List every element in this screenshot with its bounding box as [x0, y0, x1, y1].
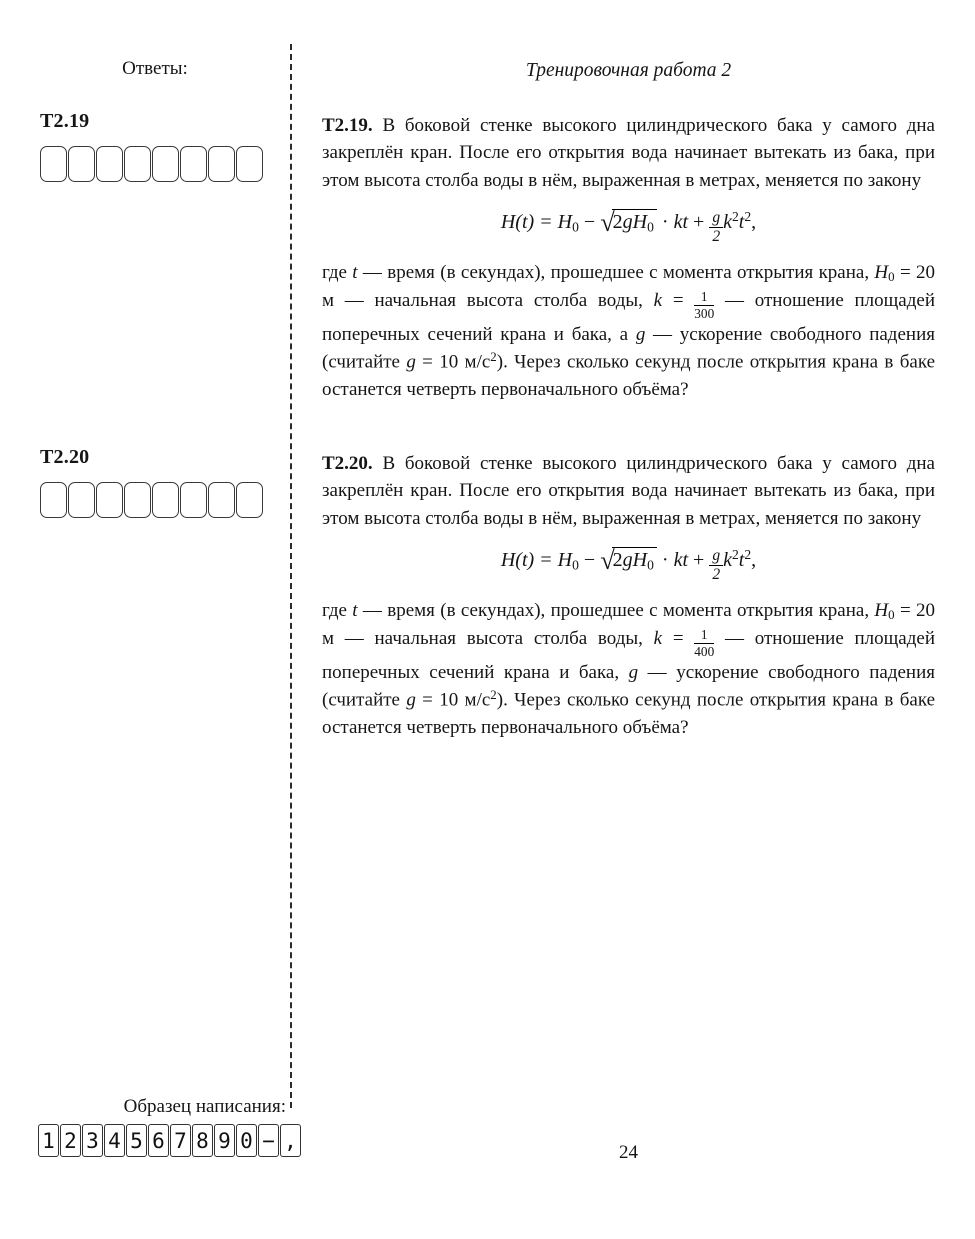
text-run: ). Через сколько секунд после открытия крана в баке останется четверть первоначального объёма?	[322, 351, 936, 401]
answer-box[interactable]	[96, 146, 123, 182]
answer-group-t220	[40, 446, 263, 518]
text-run: kt	[673, 549, 689, 572]
text-run: = 10 м/с	[415, 351, 491, 373]
text-run: H	[874, 599, 889, 621]
text-run: H	[874, 261, 889, 283]
answer-box[interactable]	[152, 146, 179, 182]
text-run: ·	[656, 549, 674, 572]
text-run: k	[723, 211, 732, 234]
inline-fraction: $\frac{g}{2}$	[709, 210, 723, 246]
text-run: где	[322, 261, 353, 283]
text-run: 2	[732, 547, 739, 563]
text-run: gH	[622, 211, 648, 234]
text-run: = 20 м — начальная высота столба воды,	[322, 599, 935, 649]
answer-box[interactable]	[208, 146, 235, 182]
text-run: где	[322, 599, 353, 621]
problem-t219-formula	[322, 209, 935, 246]
answer-box[interactable]	[180, 146, 207, 182]
answer-label-t220: Т2.20	[40, 446, 90, 468]
problem-t220	[322, 450, 935, 742]
page-title: Тренировочная работа 2	[525, 60, 732, 81]
text-run: k	[723, 549, 732, 572]
text-run: — время (в секундах), прошедшее с момента открытия крана,	[357, 261, 875, 283]
sample-char-box: 2	[60, 1124, 81, 1157]
text-run: 2	[732, 209, 739, 225]
answer-box[interactable]	[208, 482, 235, 518]
sample-char-box: 8	[192, 1124, 213, 1157]
answer-group-t219	[40, 110, 263, 182]
answer-boxes-row-t219	[40, 146, 263, 182]
text-run: ,	[751, 211, 757, 234]
inline-fraction: $\frac{g}{2}$	[709, 548, 723, 584]
text-run: k	[653, 627, 663, 649]
sample-char-box: 3	[82, 1124, 103, 1157]
text-run: — отношение площадей поперечных сечений крана и бака,	[322, 627, 935, 684]
text-run: g	[635, 324, 646, 346]
text-run: =	[662, 289, 695, 311]
text-run: 2	[612, 549, 623, 572]
answer-box[interactable]	[40, 482, 67, 518]
problem-t220-body	[322, 597, 935, 742]
text-run: 2	[744, 547, 752, 563]
sample-char-box: 4	[104, 1124, 125, 1157]
text-run: gH	[622, 549, 648, 572]
text-run: 0	[888, 606, 895, 622]
text-run: 2	[490, 349, 497, 365]
text-run: — ускорение свободного падения (считайте	[322, 662, 936, 711]
problem-t219	[322, 112, 935, 404]
text-run: =	[662, 627, 695, 649]
text-run: — время (в секундах), прошедшее с момента открытия крана,	[357, 599, 875, 621]
problem-t219-intro	[322, 112, 935, 194]
text-run: — отношение площадей поперечных сечений крана и бака, а	[322, 289, 935, 346]
sample-char-box: 6	[148, 1124, 169, 1157]
answer-box[interactable]	[180, 482, 207, 518]
sample-writing-label: Образец написания:	[123, 1096, 286, 1117]
sample-char-box: 7	[170, 1124, 191, 1157]
text-run: 0	[647, 219, 654, 235]
answer-label-t219: Т2.19	[40, 110, 90, 132]
text-run: kt	[673, 211, 689, 234]
text-run: — ускорение свободного падения (считайте	[322, 324, 935, 373]
text-run: t	[352, 599, 358, 621]
text-run: +	[688, 211, 710, 234]
sample-char-box: 1	[38, 1124, 59, 1157]
problem-t220-intro	[322, 450, 935, 532]
text-run: В боковой стенке высокого цилиндрического бака у самого дна закреплён кран. После его открытия вода начинает вытекать из бака, при этом высота столба воды в нём, выраженная в метрах, меняется по закону	[322, 115, 935, 191]
text-run: ·	[656, 211, 674, 234]
text-run: H(t) = H	[500, 211, 573, 234]
answer-box[interactable]	[236, 482, 263, 518]
radical	[600, 207, 657, 238]
sample-char-box: 0	[236, 1124, 257, 1157]
sample-char-box: 5	[126, 1124, 147, 1157]
answer-box[interactable]	[68, 146, 95, 182]
inline-fraction: $\frac{1}{400}$	[694, 627, 715, 660]
text-run: 2	[490, 687, 497, 703]
answer-box[interactable]	[96, 482, 123, 518]
text-run: ). Через сколько секунд после открытия крана в баке останется четверть первоначального объёма?	[322, 689, 936, 739]
text-run: 0	[572, 557, 579, 573]
text-run: 0	[647, 557, 654, 573]
radical	[600, 545, 657, 576]
sample-char-box: −	[258, 1124, 279, 1157]
text-run: t	[738, 211, 745, 234]
sample-writing-row	[38, 1124, 301, 1157]
text-run: g	[406, 351, 416, 373]
text-run: В боковой стенке высокого цилиндрического бака у самого дна закреплён кран. После его открытия вода начинает вытекать из бака, при этом высота столба воды в нём, выраженная в метрах, меняется по закону	[322, 453, 935, 529]
text-run: −	[578, 549, 601, 572]
text-run: −	[578, 211, 601, 234]
answers-label: Ответы:	[122, 58, 188, 79]
text-run: g	[406, 689, 416, 711]
answer-box[interactable]	[236, 146, 263, 182]
problem-t220-formula	[322, 547, 935, 584]
text-run: 2	[612, 211, 623, 234]
text-run: = 20 м — начальная высота столба воды,	[322, 261, 935, 311]
text-run: Т2.19.	[322, 115, 373, 136]
text-run: k	[653, 289, 663, 311]
page-number: 24	[619, 1142, 638, 1163]
text-run: 0	[888, 268, 895, 284]
radical-sign-icon: √	[600, 207, 615, 238]
text-run: t	[738, 549, 745, 572]
text-run: 0	[572, 219, 579, 235]
text-run: +	[688, 549, 710, 572]
text-run: 2	[744, 209, 752, 225]
text-run: Т2.20.	[322, 453, 373, 474]
sample-char-box: 9	[214, 1124, 235, 1157]
radical-sign-icon: √	[600, 545, 615, 576]
text-run: = 10 м/с	[415, 689, 491, 711]
text-run: ,	[751, 549, 757, 572]
text-run: g	[628, 662, 639, 684]
answer-boxes-row-t220	[40, 482, 263, 518]
answer-box[interactable]	[68, 482, 95, 518]
text-run: t	[352, 261, 358, 283]
answer-box[interactable]	[152, 482, 179, 518]
answer-box[interactable]	[124, 482, 151, 518]
answer-box[interactable]	[124, 146, 151, 182]
answer-box[interactable]	[40, 146, 67, 182]
sample-char-box: ,	[280, 1124, 301, 1157]
text-run: H(t) = H	[500, 549, 573, 572]
inline-fraction: $\frac{1}{300}$	[694, 289, 715, 322]
dashed-divider	[290, 44, 292, 1108]
problem-t219-body	[322, 259, 935, 404]
